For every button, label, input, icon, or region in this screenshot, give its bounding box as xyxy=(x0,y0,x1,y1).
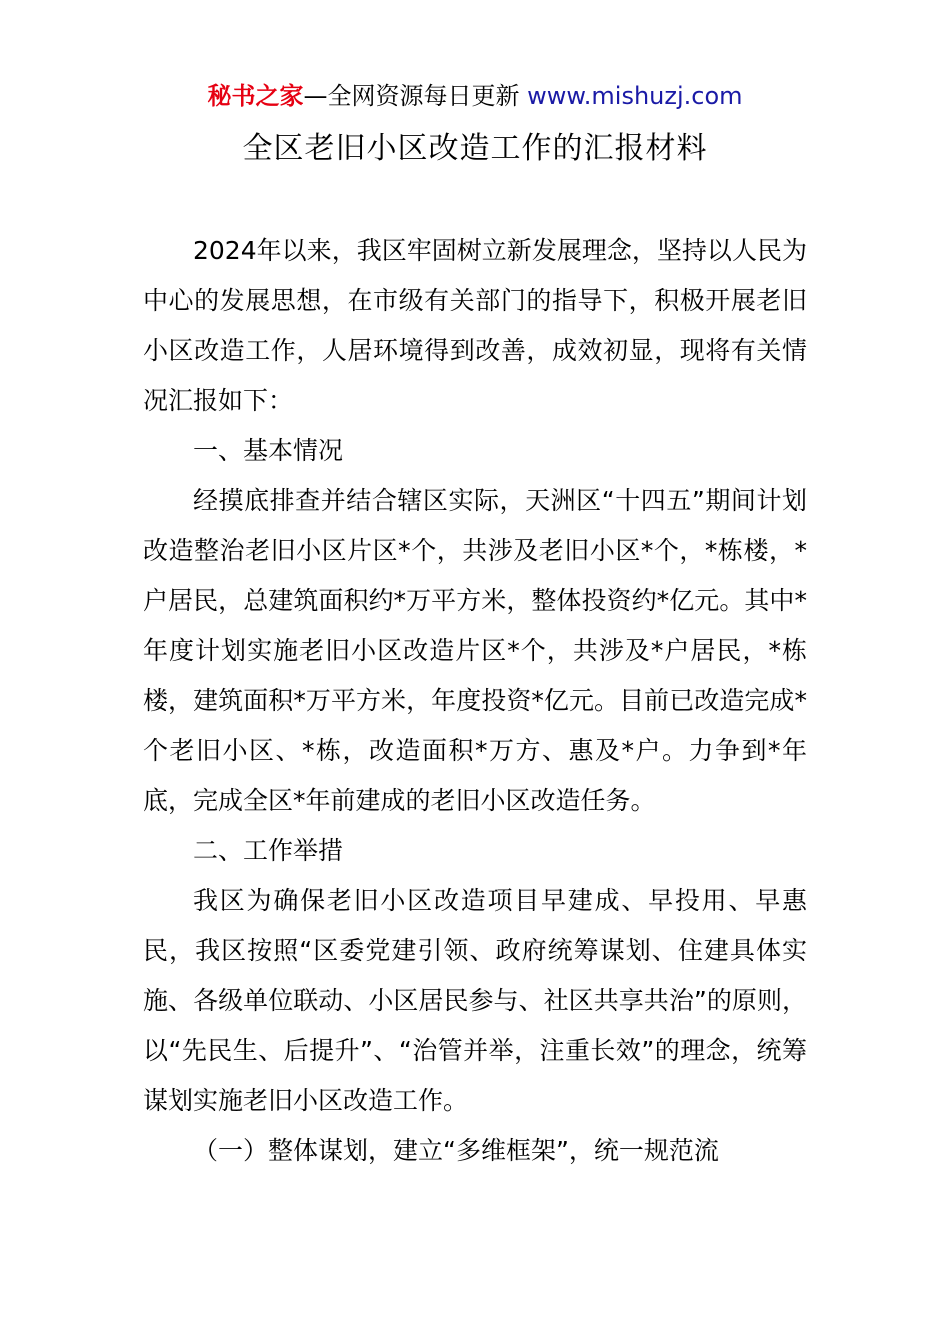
basic-situation-paragraph: 经摸底排查并结合辖区实际，天洲区“十四五”期间计划改造整治老旧小区片区*个，共涉及老旧小区*个，*栋楼，*户居民，总建筑面积约*万平方米，整体投资约*亿元。其中*年度计划实施老旧小区改造片区*个，共涉及*户居民，*栋楼，建筑面积*万平方米，年度投资*亿元。目前已改造完成*个老旧小区、*栋，改造面积*万方、惠及*户。力争到*年底，完成全区*年前建成的老旧小区改造任务。 xyxy=(143,486,807,815)
intro-paragraph: 2024年以来，我区牢固树立新发展理念，坚持以人民为中心的发展思想，在市级有关部门的指导下，积极开展老旧小区改造工作，人居环境得到改善，成效初显，现将有关情况汇报如下： xyxy=(143,236,807,415)
site-header xyxy=(0,80,950,112)
section-heading-basic-situation: 一、基本情况 xyxy=(193,436,344,465)
work-measures-paragraph: 我区为确保老旧小区改造项目早建成、早投用、早惠民，我区按照“区委党建引领、政府统筹谋划、住建具体实施、各级单位联动、小区居民参与、社区共享共治”的原则，以“先民生、后提升”、“治管并举，注重长效”的理念，统筹谋划实施老旧小区改造工作。 xyxy=(143,886,807,1115)
site-url-link[interactable]: www.mishuzj.com xyxy=(527,82,743,110)
section-heading-work-measures: 二、工作举措 xyxy=(193,836,344,865)
site-tagline: 全网资源每日更新 xyxy=(327,82,520,110)
header-dash: — xyxy=(303,82,328,110)
site-brand: 秘书之家 xyxy=(207,82,304,110)
document-body xyxy=(143,226,807,1176)
subsection-heading-1: （一）整体谋划，建立“多维框架”，统一规范流 xyxy=(193,1136,719,1165)
document-title: 全区老旧小区改造工作的汇报材料 xyxy=(242,131,708,166)
